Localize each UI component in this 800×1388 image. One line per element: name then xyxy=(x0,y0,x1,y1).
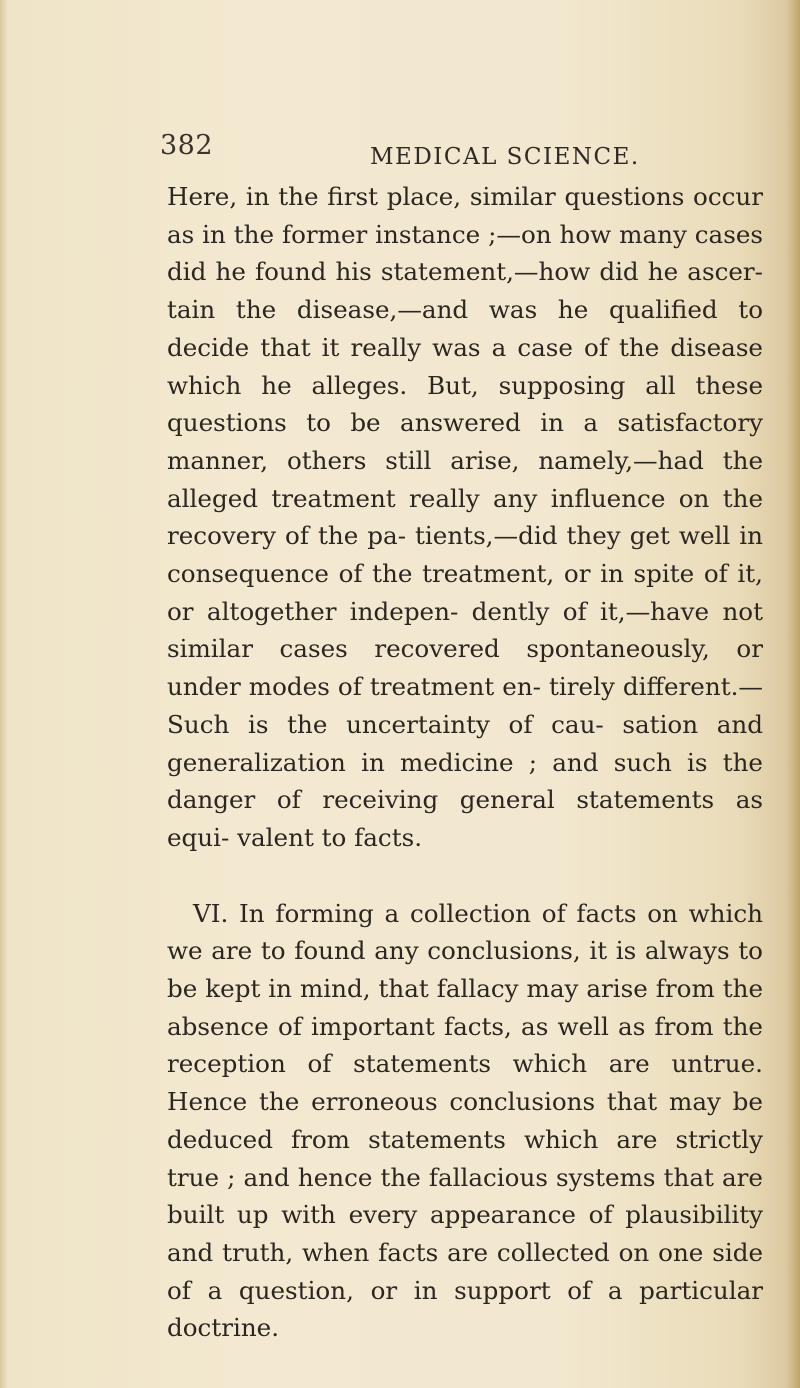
page-header xyxy=(160,132,760,172)
page-number: 382 xyxy=(160,130,214,161)
paragraph-1: Here, in the first place, similar questions occur as in the former instance ;—on how many cases did he found his statement,—how did he ascer- tain the disease,—and was he qualified to decide that it really was a case of the disease which he alleges. But, supposing all these questions to be answered in a satisfactory manner, others still arise, namely,—had the alleged treatment really any influence on the recovery of the pa- tients,—did they get well in consequence of the treatment, or in spite of it, or altogether indepen- dently of it,—have not similar cases recovered spontaneously, or under modes of treatment en- tirely different.—Such is the uncertainty of cau- sation and generalization in medicine ; and such is the danger of receiving general statements as equi- valent to facts. xyxy=(167,182,763,852)
running-head: MEDICAL SCIENCE. xyxy=(370,144,640,170)
paragraph-2: VI. In forming a collection of facts on which we are to found any conclusions, it is always to be kept in mind, that fallacy may arise from the absence of important facts, as well as from the reception of statements which are untrue. Hence the erroneous conclusions that may be deduced from statements which are strictly true ; and hence the fallacious systems that are built up with every appearance of plausibility and truth, when facts are collected on one side of a question, or in support of a particular doctrine. xyxy=(167,898,763,1343)
body-text xyxy=(167,178,763,1347)
page-edge-shadow xyxy=(786,0,800,1388)
gutter-shadow xyxy=(0,0,8,1388)
